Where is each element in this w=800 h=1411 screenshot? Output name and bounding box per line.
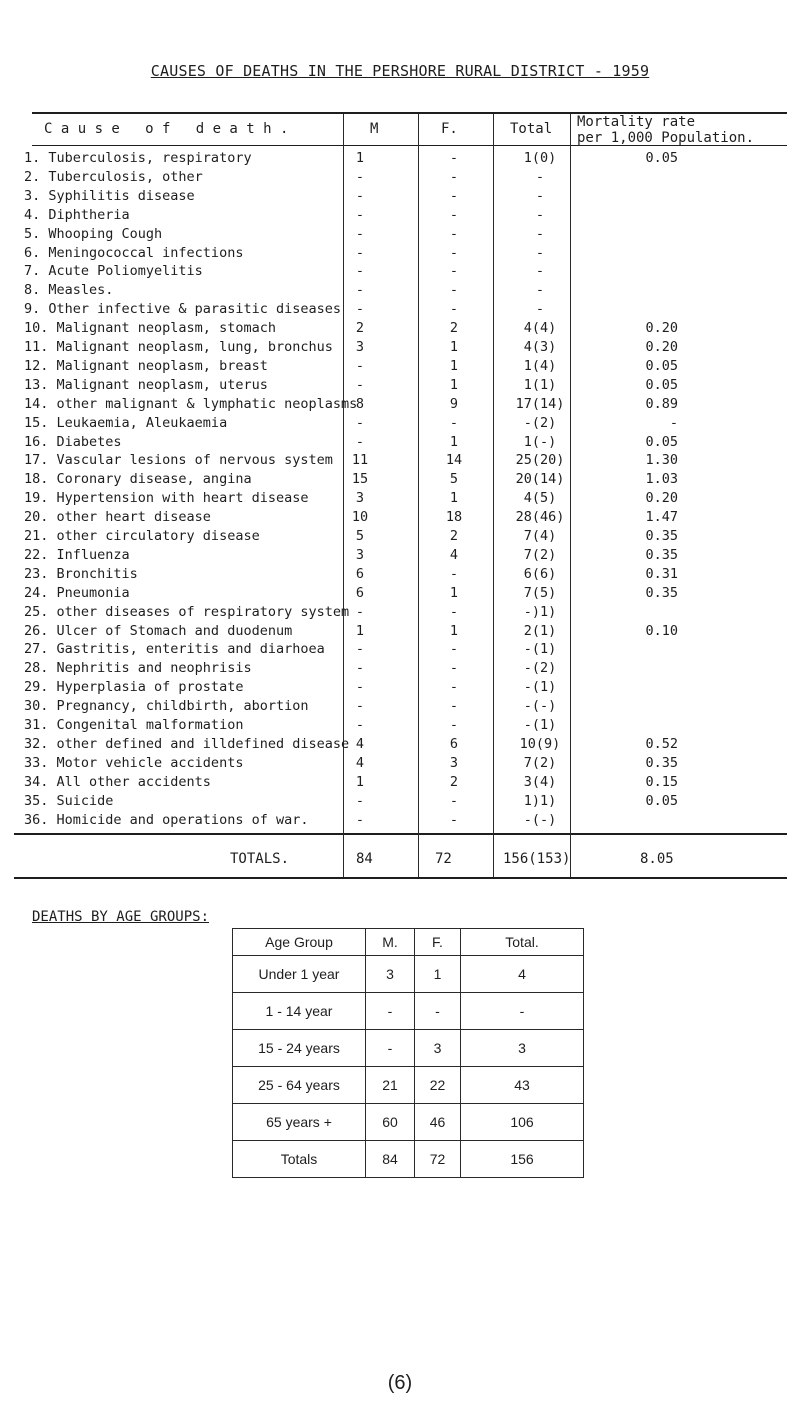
cell-female: - xyxy=(449,150,459,166)
table-row xyxy=(0,793,800,813)
table-row xyxy=(233,956,584,993)
cell-male: - xyxy=(355,811,365,828)
cell-female: 1 xyxy=(449,622,459,639)
cell-female: 5 xyxy=(449,471,459,488)
table-row xyxy=(0,396,800,416)
cell-female: 1 xyxy=(449,584,459,601)
totals-label: TOTALS. xyxy=(230,851,290,867)
cell-total: - xyxy=(535,187,545,204)
table-row xyxy=(233,1141,584,1178)
table-row xyxy=(0,679,800,699)
cell-total: 4(3) xyxy=(523,339,557,355)
cell-female: - xyxy=(449,244,459,261)
cell-male: 1 xyxy=(355,773,365,790)
cause-name: 21. other circulatory disease xyxy=(24,528,260,544)
cause-name: 14. other malignant & lymphatic neoplasms xyxy=(24,395,358,412)
cell-rate: 0.20 xyxy=(645,320,678,337)
cell-female: - xyxy=(449,641,459,658)
cause-name: 19. Hypertension with heart disease xyxy=(24,490,309,507)
cell-total: 6(6) xyxy=(523,565,557,582)
table-row xyxy=(0,434,800,454)
cause-name: 34. All other accidents xyxy=(24,773,211,790)
table-row xyxy=(0,226,800,246)
cause-name: 35. Suicide xyxy=(24,792,114,809)
age-cell: 3 xyxy=(366,956,415,993)
table-row xyxy=(0,320,800,340)
totals-f: 72 xyxy=(435,851,452,867)
cell-rate: 0.05 xyxy=(645,357,678,374)
cell-male: - xyxy=(355,641,365,658)
cause-name: 30. Pregnancy, childbirth, abortion xyxy=(24,698,309,715)
cell-female: 6 xyxy=(449,735,459,752)
age-cell: 72 xyxy=(415,1141,461,1178)
cause-name: 33. Motor vehicle accidents xyxy=(24,754,244,771)
cell-total: -(2) xyxy=(523,414,557,431)
cause-name: 5. Whooping Cough xyxy=(24,225,163,242)
age-cell: Totals xyxy=(233,1141,366,1178)
age-cell: - xyxy=(366,993,415,1030)
cause-name: 4. Diphtheria xyxy=(24,206,130,223)
table-row xyxy=(0,377,800,397)
table-row xyxy=(0,169,800,189)
cell-female: 14 xyxy=(445,452,463,469)
cell-rate: - xyxy=(669,414,678,431)
cell-rate: 0.10 xyxy=(645,622,678,639)
age-cell: 65 years + xyxy=(233,1104,366,1141)
cell-female: - xyxy=(449,698,459,715)
table-row xyxy=(0,774,800,794)
cause-name: 7. Acute Poliomyelitis xyxy=(24,263,203,280)
cell-male: - xyxy=(355,603,365,620)
header-m: M xyxy=(370,121,379,137)
cell-male: - xyxy=(355,376,365,393)
cause-name: 20. other heart disease xyxy=(24,509,211,526)
cell-male: - xyxy=(355,717,365,733)
cell-male: 4 xyxy=(355,754,365,771)
age-groups-table xyxy=(232,928,584,1178)
cell-female: 1 xyxy=(449,376,459,393)
cell-female: 18 xyxy=(445,509,463,526)
table-row xyxy=(0,698,800,718)
cell-female: - xyxy=(449,565,459,582)
cell-female: - xyxy=(449,263,459,280)
cell-male: - xyxy=(355,414,365,431)
cell-male: - xyxy=(355,282,365,299)
cause-name: 18. Coronary disease, angina xyxy=(24,471,252,488)
table-row xyxy=(233,1030,584,1067)
table-row xyxy=(0,641,800,661)
cause-name: 28. Nephritis and neophrisis xyxy=(24,660,252,677)
cell-total: 10(9) xyxy=(519,735,561,752)
age-cell: 25 - 64 years xyxy=(233,1067,366,1104)
cell-rate: 0.52 xyxy=(645,735,678,752)
cell-total: - xyxy=(535,206,545,223)
cell-female: - xyxy=(449,168,459,185)
cell-rate: 0.35 xyxy=(645,584,678,601)
age-cell: 3 xyxy=(415,1030,461,1067)
totals-m: 84 xyxy=(356,851,373,867)
age-table-header xyxy=(233,929,584,956)
page-title: CAUSES OF DEATHS IN THE PERSHORE RURAL DISTRICT - 1959 xyxy=(150,62,650,80)
age-cell: 3 xyxy=(461,1030,584,1067)
cell-male: 3 xyxy=(355,490,365,507)
cell-total: 1(1) xyxy=(523,376,557,393)
cause-name: 22. Influenza xyxy=(24,546,130,563)
cell-female: 2 xyxy=(449,528,459,544)
cell-female: 3 xyxy=(449,754,459,771)
age-cell: 1 - 14 year xyxy=(233,993,366,1030)
cell-male: 6 xyxy=(355,565,365,582)
cause-name: 17. Vascular lesions of nervous system xyxy=(24,452,333,469)
table-row xyxy=(0,585,800,605)
cell-total: 1(4) xyxy=(523,357,557,374)
cell-total: 4(4) xyxy=(523,320,557,337)
cell-total: 25(20) xyxy=(515,452,565,469)
cell-female: - xyxy=(449,792,459,809)
cell-total: 17(14) xyxy=(515,395,565,412)
cell-male: 2 xyxy=(355,320,365,337)
table-row xyxy=(0,471,800,491)
table-row xyxy=(0,150,800,170)
age-cell: 84 xyxy=(366,1141,415,1178)
table-row xyxy=(0,566,800,586)
cell-female: 9 xyxy=(449,395,459,412)
cell-female: 4 xyxy=(449,546,459,563)
cell-male: 5 xyxy=(355,528,365,544)
cell-male: 3 xyxy=(355,339,365,355)
age-cell: - xyxy=(461,993,584,1030)
table-row xyxy=(0,245,800,265)
table-row xyxy=(0,282,800,302)
cause-name: 16. Diabetes xyxy=(24,433,122,450)
table-row xyxy=(0,547,800,567)
table-row xyxy=(0,717,800,737)
cause-name: 2. Tuberculosis, other xyxy=(24,168,203,185)
header-total: Total xyxy=(510,121,553,137)
cell-total: -(1) xyxy=(523,641,557,658)
cell-rate: 0.15 xyxy=(645,773,678,790)
cell-total: -(-) xyxy=(523,698,557,715)
table-row xyxy=(0,660,800,680)
table-row xyxy=(0,452,800,472)
cell-female: 2 xyxy=(449,320,459,337)
age-header-cell: F. xyxy=(415,929,461,956)
cell-rate: 0.05 xyxy=(645,150,678,166)
age-cell: 21 xyxy=(366,1067,415,1104)
age-cell: 46 xyxy=(415,1104,461,1141)
age-cell: - xyxy=(366,1030,415,1067)
cell-total: -(1) xyxy=(523,679,557,696)
cell-female: - xyxy=(449,414,459,431)
age-cell: 60 xyxy=(366,1104,415,1141)
cell-male: - xyxy=(355,698,365,715)
header-cause: C a u s e o f d e a t h . xyxy=(44,121,289,137)
age-cell: - xyxy=(415,993,461,1030)
cell-total: 7(2) xyxy=(523,546,557,563)
table-row xyxy=(0,207,800,227)
table-row xyxy=(0,339,800,359)
cell-female: - xyxy=(449,603,459,620)
table-row xyxy=(0,509,800,529)
cell-rate: 0.35 xyxy=(645,528,678,544)
age-groups-title: DEATHS BY AGE GROUPS: xyxy=(32,909,210,925)
cell-male: 15 xyxy=(351,471,369,488)
cell-female: - xyxy=(449,282,459,299)
table-row xyxy=(0,812,800,832)
cell-total: 7(4) xyxy=(523,528,557,544)
table-row xyxy=(233,1104,584,1141)
header-rate-line1: Mortality rate xyxy=(577,114,696,130)
cell-rate: 0.05 xyxy=(645,792,678,809)
cell-female: 1 xyxy=(449,490,459,507)
cause-name: 27. Gastritis, enteritis and diarhoea xyxy=(24,641,325,658)
cause-name: 11. Malignant neoplasm, lung, bronchus xyxy=(24,339,333,355)
cell-total: -(-) xyxy=(523,811,557,828)
cell-rate: 0.05 xyxy=(645,433,678,450)
cell-rate: 0.05 xyxy=(645,376,678,393)
age-cell: 22 xyxy=(415,1067,461,1104)
table-row xyxy=(0,623,800,643)
cause-name: 12. Malignant neoplasm, breast xyxy=(24,357,268,374)
table-row xyxy=(0,736,800,756)
cell-male: - xyxy=(355,357,365,374)
cell-male: 10 xyxy=(351,509,369,526)
table-row xyxy=(0,188,800,208)
table-row xyxy=(233,1067,584,1104)
totals-bottom-rule xyxy=(14,877,787,879)
cell-total: -)1) xyxy=(523,603,557,620)
cause-name: 36. Homicide and operations of war. xyxy=(24,811,309,828)
cell-total: - xyxy=(535,282,545,299)
cell-total: -(1) xyxy=(523,717,557,733)
cell-rate: 0.31 xyxy=(645,565,678,582)
page-number: (6) xyxy=(387,1372,413,1394)
cell-rate: 0.20 xyxy=(645,490,678,507)
table-row xyxy=(0,301,800,321)
cell-rate: 0.89 xyxy=(645,395,678,412)
cause-name: 9. Other infective & parasitic diseases xyxy=(24,301,341,318)
cause-name: 29. Hyperplasia of prostate xyxy=(24,679,244,696)
cell-total: 1(-) xyxy=(523,433,557,450)
cell-rate: 1.03 xyxy=(645,471,678,488)
table-row xyxy=(233,993,584,1030)
cell-male: - xyxy=(355,679,365,696)
table-row xyxy=(0,604,800,624)
cell-male: 8 xyxy=(355,395,365,412)
cell-rate: 0.20 xyxy=(645,339,678,355)
age-cell: 1 xyxy=(415,956,461,993)
cell-male: - xyxy=(355,168,365,185)
age-header-cell: Age Group xyxy=(233,929,366,956)
cause-name: 13. Malignant neoplasm, uterus xyxy=(24,376,268,393)
cell-total: 7(5) xyxy=(523,584,557,601)
cell-male: - xyxy=(355,263,365,280)
cell-female: - xyxy=(449,225,459,242)
cell-male: - xyxy=(355,187,365,204)
age-cell: 106 xyxy=(461,1104,584,1141)
cause-name: 15. Leukaemia, Aleukaemia xyxy=(24,414,228,431)
cell-rate: 1.30 xyxy=(645,452,678,469)
table-row xyxy=(0,528,800,548)
totals-top-rule xyxy=(14,833,787,835)
cell-total: 20(14) xyxy=(515,471,565,488)
cell-female: - xyxy=(449,679,459,696)
cell-rate: 1.47 xyxy=(645,509,678,526)
cell-total: - xyxy=(535,168,545,185)
table-row xyxy=(0,263,800,283)
cell-total: 1(0) xyxy=(523,150,557,166)
cell-total: 2(1) xyxy=(523,622,557,639)
cell-total: 7(2) xyxy=(523,754,557,771)
age-header-cell: Total. xyxy=(461,929,584,956)
cell-male: 4 xyxy=(355,735,365,752)
age-cell: 43 xyxy=(461,1067,584,1104)
cause-name: 25. other diseases of respiratory system xyxy=(24,603,350,620)
cell-total: - xyxy=(535,301,545,318)
cell-total: - xyxy=(535,244,545,261)
age-header-cell: M. xyxy=(366,929,415,956)
cell-male: 6 xyxy=(355,584,365,601)
cell-male: - xyxy=(355,244,365,261)
header-f: F. xyxy=(441,121,458,137)
age-cell: 4 xyxy=(461,956,584,993)
totals-rate: 8.05 xyxy=(640,851,674,867)
cause-name: 3. Syphilitis disease xyxy=(24,187,195,204)
cell-total: 3(4) xyxy=(523,773,557,790)
cell-total: - xyxy=(535,263,545,280)
cell-total: 1)1) xyxy=(523,792,557,809)
cell-total: 28(46) xyxy=(515,509,565,526)
cause-name: 31. Congenital malformation xyxy=(24,717,244,733)
cell-male: 1 xyxy=(355,150,365,166)
table-row xyxy=(0,755,800,775)
header-rate-line2: per 1,000 Population. xyxy=(577,130,755,146)
cell-female: - xyxy=(449,717,459,733)
cell-total: -(2) xyxy=(523,660,557,677)
cell-male: - xyxy=(355,792,365,809)
cell-male: 3 xyxy=(355,546,365,563)
age-cell: 15 - 24 years xyxy=(233,1030,366,1067)
cell-rate: 0.35 xyxy=(645,546,678,563)
cause-name: 8. Measles. xyxy=(24,282,114,299)
cell-male: - xyxy=(355,660,365,677)
cause-name: 1. Tuberculosis, respiratory xyxy=(24,150,252,166)
cell-rate: 0.35 xyxy=(645,754,678,771)
cause-name: 6. Meningococcal infections xyxy=(24,244,244,261)
cause-name: 26. Ulcer of Stomach and duodenum xyxy=(24,622,293,639)
cell-female: - xyxy=(449,811,459,828)
cause-name: 24. Pneumonia xyxy=(24,584,130,601)
cause-name: 32. other defined and illdefined disease xyxy=(24,735,350,752)
cell-female: - xyxy=(449,187,459,204)
cell-female: 1 xyxy=(449,339,459,355)
age-cell: 156 xyxy=(461,1141,584,1178)
cell-female: 2 xyxy=(449,773,459,790)
table-row xyxy=(0,490,800,510)
cell-female: 1 xyxy=(449,357,459,374)
table-row xyxy=(0,415,800,435)
cell-male: - xyxy=(355,206,365,223)
cell-total: - xyxy=(535,225,545,242)
cell-female: - xyxy=(449,206,459,223)
cell-male: 1 xyxy=(355,622,365,639)
cell-female: - xyxy=(449,660,459,677)
cell-male: 11 xyxy=(351,452,369,469)
cause-name: 23. Bronchitis xyxy=(24,565,138,582)
cell-female: - xyxy=(449,301,459,318)
cause-name: 10. Malignant neoplasm, stomach xyxy=(24,320,276,337)
cell-total: 4(5) xyxy=(523,490,557,507)
totals-total: 156(153) xyxy=(503,851,571,867)
cell-male: - xyxy=(355,225,365,242)
cell-male: - xyxy=(355,433,365,450)
table-row xyxy=(0,358,800,378)
cell-female: 1 xyxy=(449,433,459,450)
age-cell: Under 1 year xyxy=(233,956,366,993)
cell-male: - xyxy=(355,301,365,318)
